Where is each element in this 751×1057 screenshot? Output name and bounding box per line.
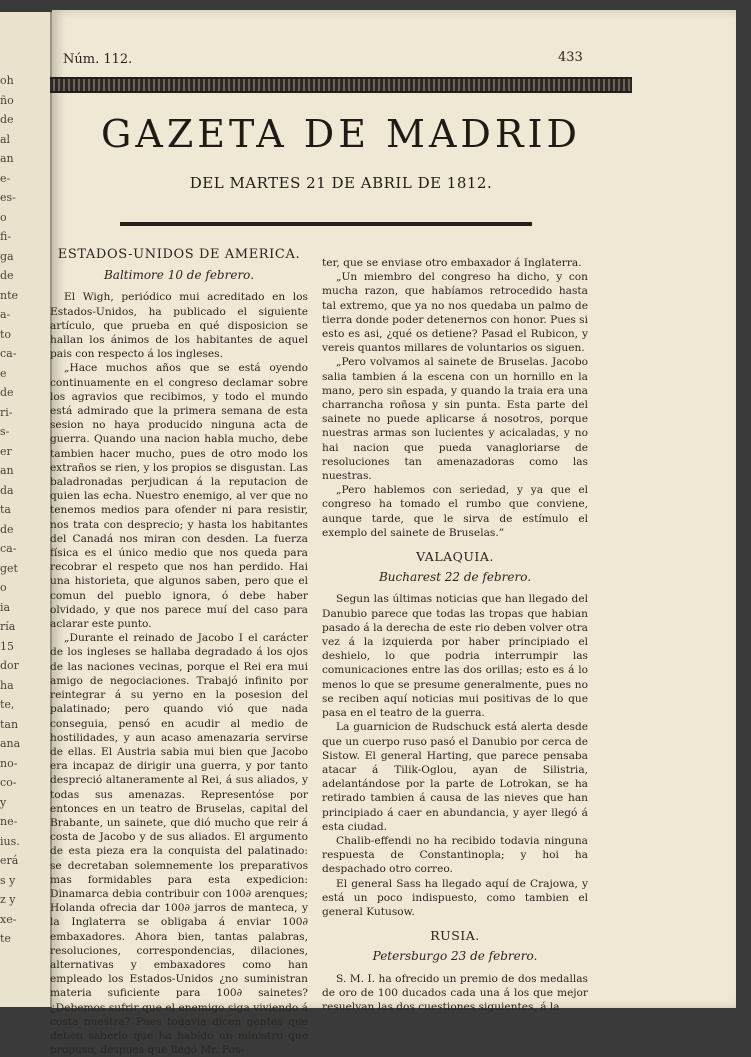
left-page-fragment: o (0, 581, 7, 594)
left-page-fragment: e- (0, 171, 11, 185)
article-paragraph: El general Sass ha llegado aquí de Crajowa, y está un poco indispuesto, como tambien el general Kutusow. (322, 877, 588, 918)
left-page-fragment: get (0, 561, 18, 575)
right-column (322, 256, 588, 1014)
left-page-fragment: ño (0, 93, 14, 107)
article-paragraph: La guarnicion de Rudschuck está alerta desde que un cuerpo ruso pasó el Danubio por cerca de Sistow. El general Harting, que parece pensaba atacar á Tilik-Oglou, ayan de Silistria, adelantándose por la parte de Lotrokan, se ha retirado tambien á causa de las nieves que han principiado á caer en abundancia, y ayer llegó á esta ciudad. (322, 721, 588, 833)
left-page-fragment: ta (0, 503, 11, 516)
left-page-fragment: oh (0, 74, 14, 87)
left-page-fragment: al (0, 132, 11, 146)
top-ornamental-rule (50, 77, 632, 93)
section-subtitle: Baltimore 10 de febrero. (103, 268, 255, 283)
article-paragraph: „Un miembro del congreso ha dicho, y con mucha razon, que habíamos retrocedido hasta tal extremo, que ya no nos quedaba un palmo de tierra donde poder detenernos con honor. Pues si esto es asi, ¿qué os detiene? Pasad el Rubicon, y vereis quantos millares de voluntarios os siguen. (322, 271, 588, 355)
issue-number: Núm. 112. (63, 52, 133, 67)
article-paragraph: „Hace muchos años que se está oyendo continuamente en el congreso declamar sobre los agravios que recibimos, y todo el mundo está admirado que la primera semana de esta sesion no haya producido ninguna acta de guerra. Quando una nacion habla mucho, debe tambien hacer mucho, pues de otro modo los extraños se rien, y los propios se disgustan. Las baladronadas perjudican á la reputacion de quien las echa. Nuestro enemigo, al ver que no tenemos medios para ofender ni para resistir, nos trata con desprecio; y hasta los habitantes del Canadá nos miran con desden. La fuerza física es el único medio que nos queda para recobrar el respeto que nos han perdido. Hai una historieta, que algunos saben, pero que el comun del pueblo ignora, ó debe haber olvidado, y que nos parece muí del caso para aclarar este punto. (50, 362, 308, 631)
left-page-fragment: co- (0, 776, 17, 789)
left-page-fragment: erá (0, 854, 19, 867)
left-page-fragment: de (0, 269, 14, 282)
left-page-fragment: s- (0, 425, 10, 438)
left-page-fragment: es- (0, 191, 16, 204)
left-page-fragment: ius. (0, 834, 20, 848)
left-page-fragment: to (0, 327, 12, 341)
section-title: VALAQUIA. (416, 549, 494, 565)
left-page-fragment: ga (0, 249, 14, 263)
left-page-fragment: ri- (0, 405, 13, 419)
left-page-fragment: fi- (0, 230, 12, 243)
left-page-fragment: dor (0, 659, 19, 672)
article-paragraph: Chalib-effendi no ha recibido todavia ninguna respuesta de Constantinopla; y hoi ha despachado otro correo. (322, 834, 588, 876)
left-page-fragment: ría (0, 620, 16, 633)
article-paragraph: „Pero hablemos con seriedad, y ya que el congreso ha tomado el rumbo que conviene, aunque tarde, que le sirva de estímulo el exemplo del sainete de Bruselas.” (322, 484, 588, 539)
section-title: RUSIA. (430, 928, 480, 944)
left-page-fragment: te (0, 932, 11, 945)
left-page-fragment: te, (0, 698, 15, 711)
masthead-title: GAZETA DE MADRID (101, 112, 581, 156)
article-paragraph: El Wigh, periódico mui acreditado en los Estados-Unidos, ha publicado el siguiente artículo, que prueba en qué disposicion se hallan los ánimos de los habitantes de aquel pais con respecto á los ingleses. (50, 291, 308, 361)
article-paragraph: Segun las últimas noticias que han llegado del Danubio parece que todas las tropas que habian pasado á la derecha de este rio deben volver otra vez á la izquierda por haber principiado el deshielo, lo que podria interrumpir las comunicaciones entre las dos orillas; esto es á lo menos lo que se presume generalmente, pues no se reciben aquí noticias mui positivas de lo que pasa en el teatro de la guerra. (322, 593, 588, 720)
left-page-fragment: de (0, 522, 14, 536)
left-page-fragment: no- (0, 756, 18, 770)
dateline-rule (120, 222, 532, 226)
section-title: ESTADOS-UNIDOS DE AMERICA. (57, 247, 301, 262)
dateline: DEL MARTES 21 DE ABRIL DE 1812. (189, 174, 493, 192)
article-paragraph: S. M. I. ha ofrecido un premio de dos medallas de oro de 100 ducados cada una á los que mejor resuelvan las dos cuestiones siguientes, á la (322, 972, 588, 1013)
section-subtitle: Petersburgo 23 de febrero. (372, 949, 538, 964)
left-page-fragment: ana (0, 737, 21, 750)
left-page-fragment: an (0, 464, 14, 477)
left-page-fragment: z y (0, 893, 16, 906)
left-column (50, 248, 308, 1057)
article-paragraph: „Pero volvamos al sainete de Bruselas. Jacobo salia tambien á la escena con un hornillo en la mano, pero sin espada, y quando la traia era una charrancha roñosa y sin punta. Esta parte del sainete no puede aplicarse á nosotros, porque nuestras armas son lucientes y acicaladas, y no hai nacion que pueda vanagloriarse de resoluciones tan amenazadoras como las nuestras. (322, 356, 588, 483)
left-page-fragment: an (0, 152, 14, 165)
left-page-fragment: s y (0, 873, 16, 887)
left-page-fragment: e (0, 366, 7, 380)
left-page-fragment: nte (0, 288, 19, 302)
left-page-fragment: er (0, 444, 12, 458)
left-page-fragment: ia (0, 600, 11, 614)
left-page-fragment: de (0, 113, 14, 126)
page-number: 433 (558, 50, 583, 65)
left-page-fragment: y (0, 795, 7, 809)
left-page-fragment: ca- (0, 542, 17, 555)
left-page-fragment: o (0, 210, 7, 224)
left-page-fragment: de (0, 386, 14, 399)
section-subtitle: Bucharest 22 de febrero. (378, 570, 532, 585)
left-page-fragment: da (0, 483, 14, 497)
article-paragraph: „Durante el reinado de Jacobo I el carácter de los ingleses se hallaba degradado á los ojos de las naciones vecinas, porque el Rei era mui amigo de negociaciones. Trabajó infinito por reintegrar á su yerno en la posesion del palatinado; pero quando vió que nada conseguia, pensó en acudir al medio de hostilidades, y aun acaso amenazaria servirse de ellas. El Austria sabia mui bien que Jacobo era incapaz de dirigir una guerra, y por tanto despreció altaneramente al Rei, á sus aliados, y todas sus amenazas. Representóse por entonces en un teatro de Bruselas, capital del Brabante, un sainete, que dió mucho que reir á costa de Jacobo y de sus aliados. El argumento de esta pieza era la conquista del palatinado: se decretaban solemnemente los preparativos mas formidables para esta expedicion: Dinamarca debia contribuir con 100∂ arenques; Holanda ofrecia dar 100∂ jarros de manteca, y la Inglaterra se obligaba á enviar 100∂ embaxadores. Ahora bien, tantas palabras, resoluciones, correspondencias, dilaciones, alternativas y embaxadores como han empleado los Estados-Unidos ¿no suministran materia suficiente para 100∂ sainetes? ¿Debemos sufrir que el enemigo siga viviendo á costa nuestra? Pues todavia dicen gentes que deben saberlo que ha habido un ministro que propuso, despues que llegó Mr. Fos- (50, 632, 308, 1057)
left-page-fragment: 15 (0, 639, 14, 653)
left-page-fragment: tan (0, 717, 19, 731)
left-page-edge (0, 12, 52, 1007)
left-page-fragment: ne- (0, 815, 18, 828)
article-paragraph: ter, que se enviase otro embaxador á Inglaterra. (322, 257, 582, 269)
left-page-fragment: xe- (0, 912, 17, 926)
left-page-fragment: ca- (0, 347, 17, 360)
left-page-fragment: a- (0, 308, 11, 321)
left-page-fragment: ha (0, 678, 14, 692)
